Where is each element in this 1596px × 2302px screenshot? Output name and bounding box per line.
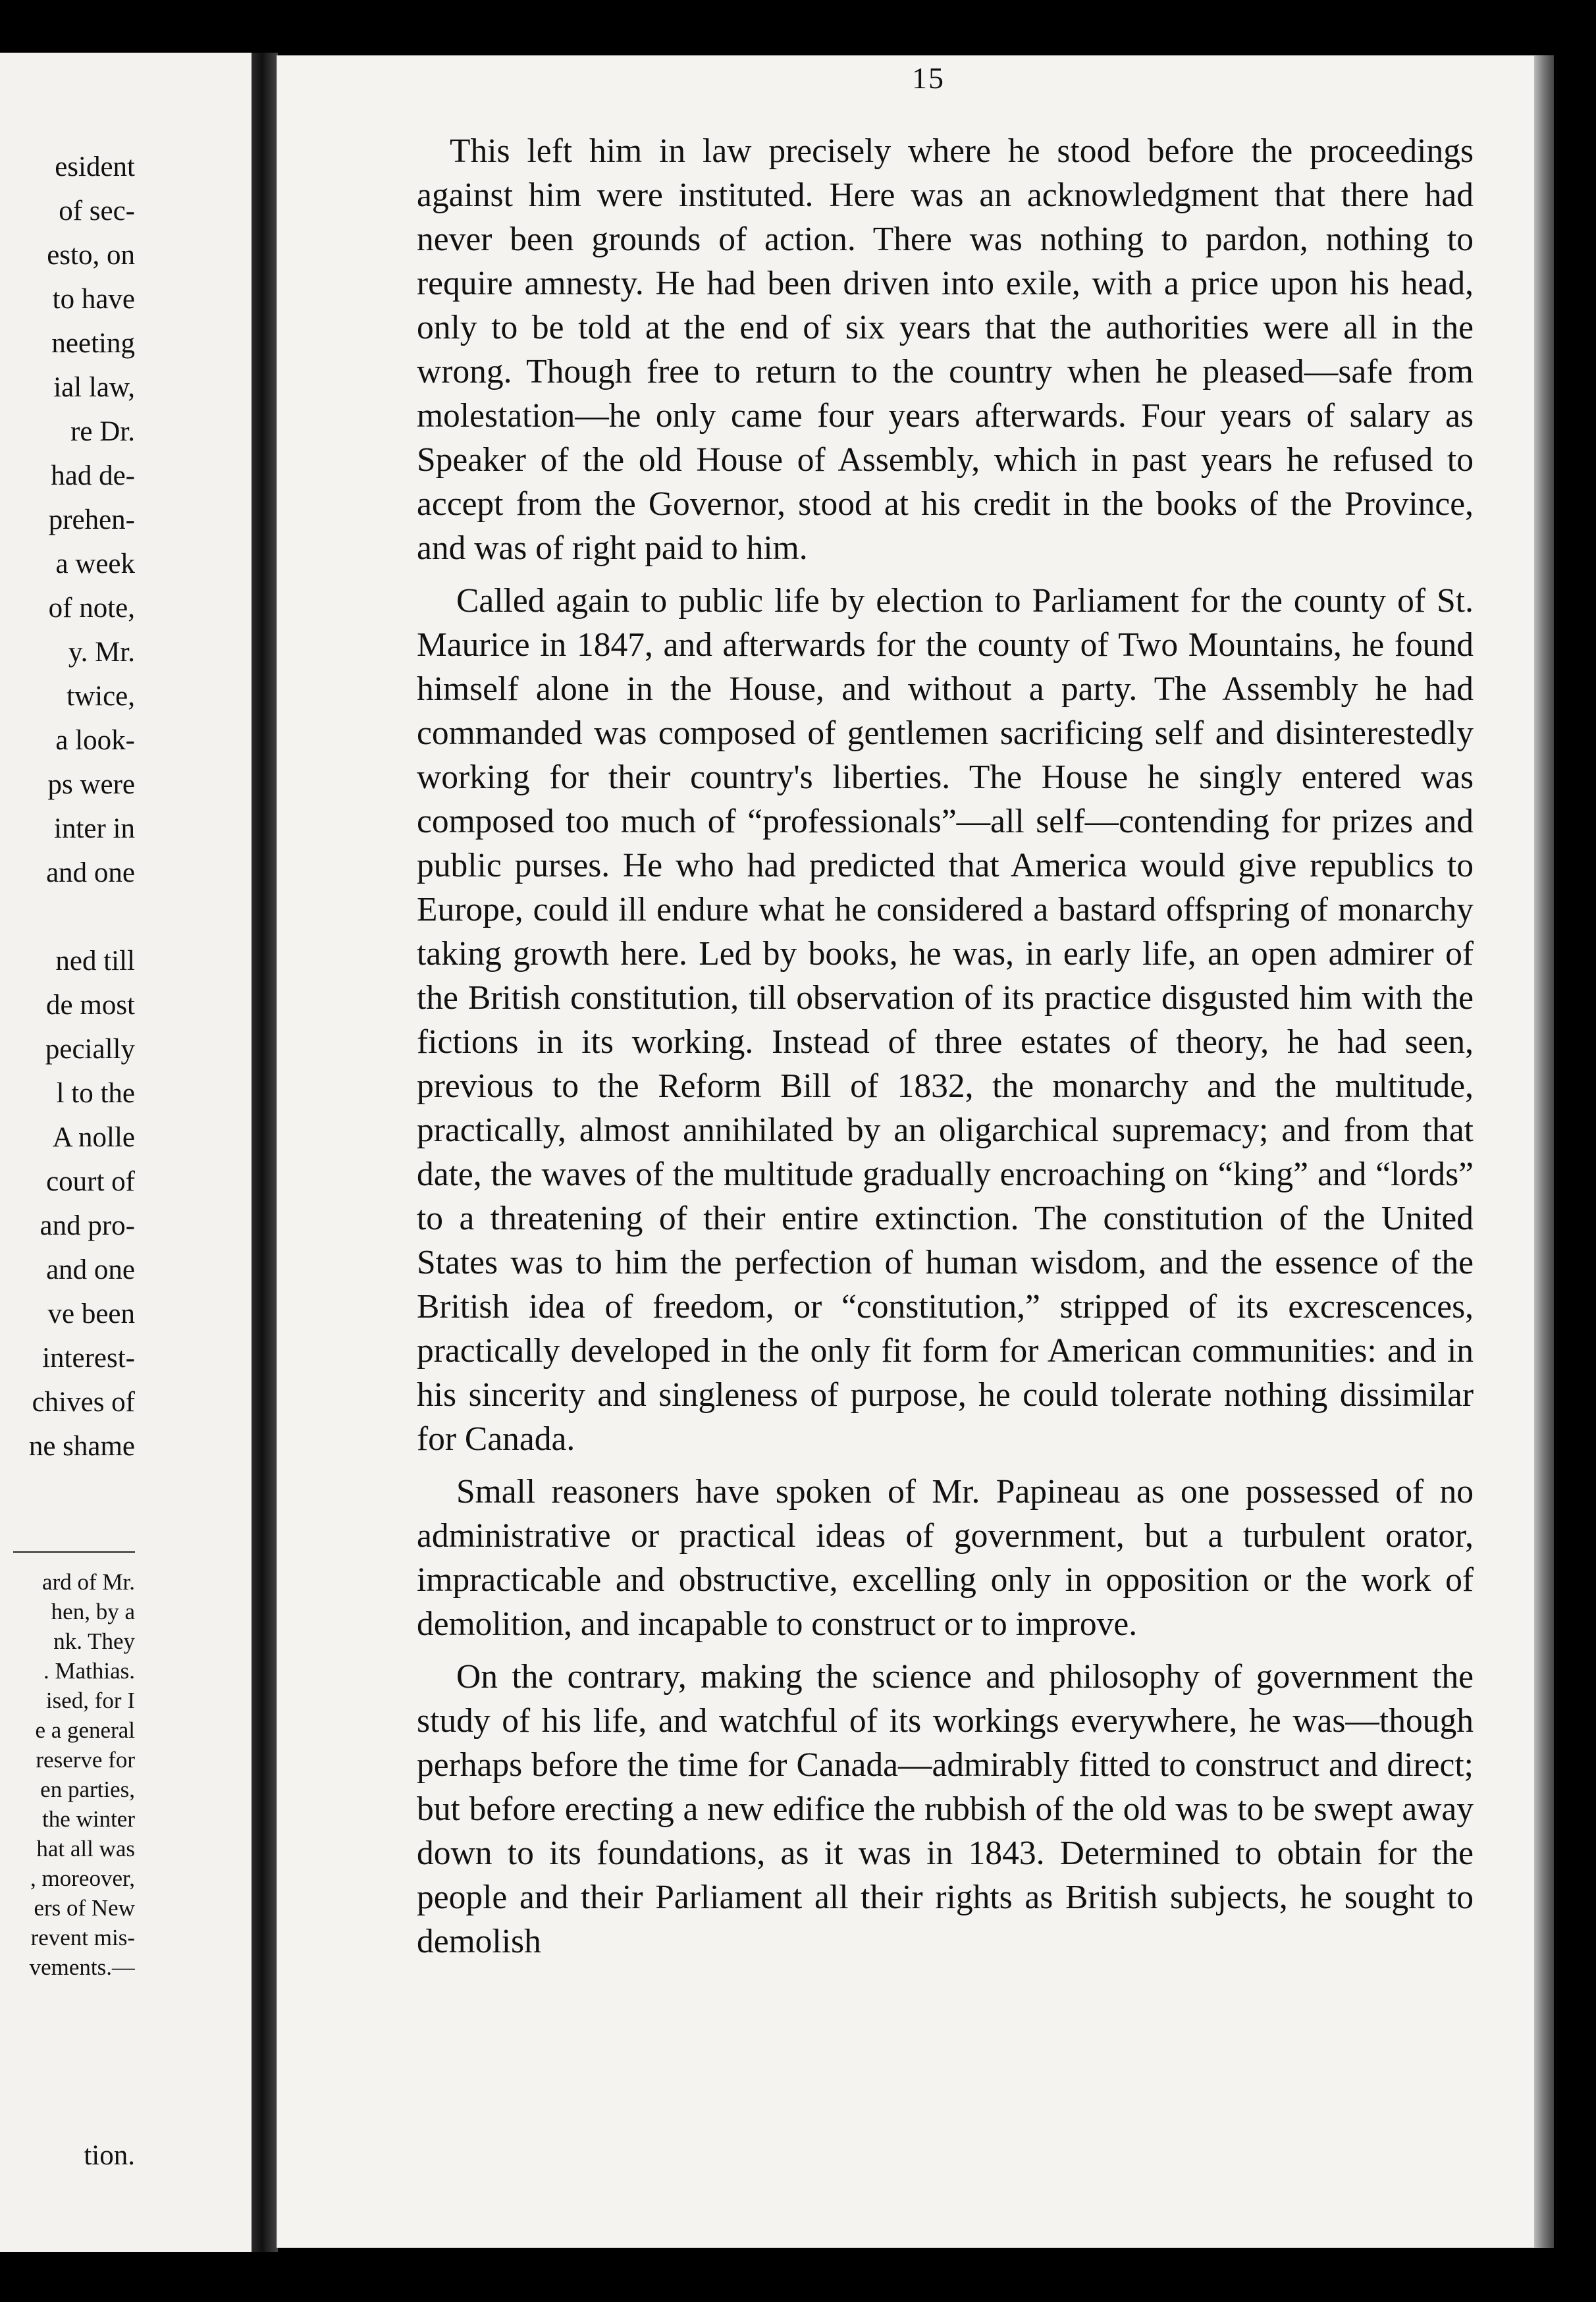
- left-page-footnote-line: revent mis-: [30, 1925, 135, 1950]
- left-page-footnote-line: hen, by a: [51, 1599, 135, 1624]
- left-page-footnote-line: e a general: [35, 1717, 135, 1743]
- left-page-line: prehen-: [48, 504, 135, 535]
- left-page-footnote-line: . Mathias.: [43, 1658, 135, 1684]
- left-page-line: to have: [52, 284, 135, 315]
- paragraph: Called again to public life by election to Parliament for the county of St. Maurice in 1847, and afterwards for the county of Two Mountains, he found himself alone in the House, and without a party. The Assembly he had commanded was composed of gentlemen sacrificing self and disinterestedly working for their country's liberties. The House he singly entered was composed too much of “professionals”—all self—contending for prizes and public purses. He who had predicted that America would give republics to Europe, could ill endure what he considered a bastard offspring of monarchy taking growth here. Led by books, he was, in early life, an open admirer of the British constitution, till observation of its practice disgusted him with the fictions in its working. Instead of three estates of theory, he had seen, previous to the Reform Bill of 1832, the monarchy and the multitude, practically, almost annihilated by an oligarchical supremacy; and from that date, the waves of the multitude gradually encroaching on “king” and “lords” to a threatening of their entire extinction. The constitution of the United States was to him the perfection of human wisdom, and the essence of the British idea of freedom, or “constitution,” stripped of its excrescences, practically developed in the only fit form for American communities: and in his sincerity and singleness of purpose, he could tolerate nothing dissimilar for Canada.: [417, 582, 1474, 1458]
- left-page-line: twice,: [66, 681, 135, 712]
- left-page-line: ned till: [55, 946, 135, 977]
- page-number: 15: [912, 61, 945, 95]
- left-page-line: re Dr.: [70, 416, 135, 447]
- left-page-footnote-line: ers of New: [34, 1895, 135, 1921]
- left-page-footnote-line: the winter: [42, 1806, 135, 1832]
- page-edge: [1534, 55, 1554, 2248]
- left-page-footnote-line: ised, for I: [45, 1688, 135, 1713]
- left-page-line: a look-: [55, 725, 135, 756]
- left-page-line: esto, on: [47, 240, 135, 271]
- left-page-line: ve been: [47, 1298, 135, 1329]
- left-page-footnote-line: en parties,: [40, 1777, 135, 1802]
- left-page-line: of sec-: [59, 196, 135, 227]
- left-page-line: ps were: [47, 769, 135, 800]
- left-page-fragment: [0, 53, 263, 2252]
- left-page-line: chives of: [32, 1387, 135, 1418]
- left-page-line: and one: [46, 857, 135, 888]
- left-page-line: esident: [55, 151, 135, 182]
- left-page-footnote-line: reserve for: [36, 1747, 135, 1773]
- page-body: [417, 129, 1474, 1972]
- left-page-footnote-line: vements.—: [29, 1954, 135, 1980]
- left-page-line: y. Mr.: [68, 637, 135, 668]
- left-page-line: a week: [55, 549, 135, 579]
- left-page-line: inter in: [54, 813, 135, 844]
- left-page-line: neeting: [51, 328, 135, 359]
- left-page-line: ial law,: [53, 372, 135, 403]
- left-page-line: court of: [46, 1166, 135, 1197]
- paragraph: This left him in law precisely where he stood before the proceedings against him were instituted. Here was an acknowledgment that there had never been grounds of action. There was nothing to pardon, nothing to require amnesty. He had been driven into exile, with a price upon his head, only to be told at the end of six years that the authorities were all in the wrong. Though free to return to the country when he pleased—safe from molestation—he only came four years afterwards. Four years of salary as Speaker of the old House of Assembly, which in past years he refused to accept from the Governor, stood at his credit in the books of the Province, and was of right paid to him.: [417, 132, 1474, 567]
- left-page-line: l to the: [56, 1078, 135, 1109]
- left-page-footnote-line: hat all was: [36, 1836, 135, 1861]
- left-page-footnote-line: , moreover,: [30, 1865, 135, 1891]
- book-gutter: [252, 53, 278, 2252]
- left-page-line: ne shame: [28, 1431, 135, 1462]
- left-page-line: had de-: [51, 460, 135, 491]
- left-page-footnote-line: ard of Mr.: [42, 1569, 135, 1595]
- left-page-last-line: tion.: [84, 2140, 135, 2171]
- left-page-footnote-line: nk. They: [53, 1628, 135, 1654]
- left-page-line: pecially: [45, 1034, 135, 1065]
- left-page-line: interest-: [42, 1343, 135, 1374]
- paragraph: On the contrary, making the science and philosophy of government the study of his life, and watchful of its workings everywhere, he was—though perhaps before the time for Canada—admirably fitted to construct and direct; but before erecting a new edifice the rubbish of the old was to be swept away down to its foundations, as it was in 1843. Determined to obtain for the people and their Parliament all their rights as British subjects, he sought to demolish: [417, 1658, 1474, 1960]
- footnote-rule: [13, 1551, 135, 1553]
- left-page-line: A nolle: [52, 1122, 135, 1153]
- left-page-line: and one: [46, 1254, 135, 1285]
- left-page-line: de most: [46, 990, 135, 1021]
- left-page-line: of note,: [48, 593, 135, 624]
- paragraph: Small reasoners have spoken of Mr. Papineau as one possessed of no administrative or practical ideas of government, but a turbulent orator, impracticable and obstructive, excelling only in opposition or the work of demolition, and incapable to construct or to improve.: [417, 1473, 1474, 1643]
- left-page-line: and pro-: [40, 1210, 135, 1241]
